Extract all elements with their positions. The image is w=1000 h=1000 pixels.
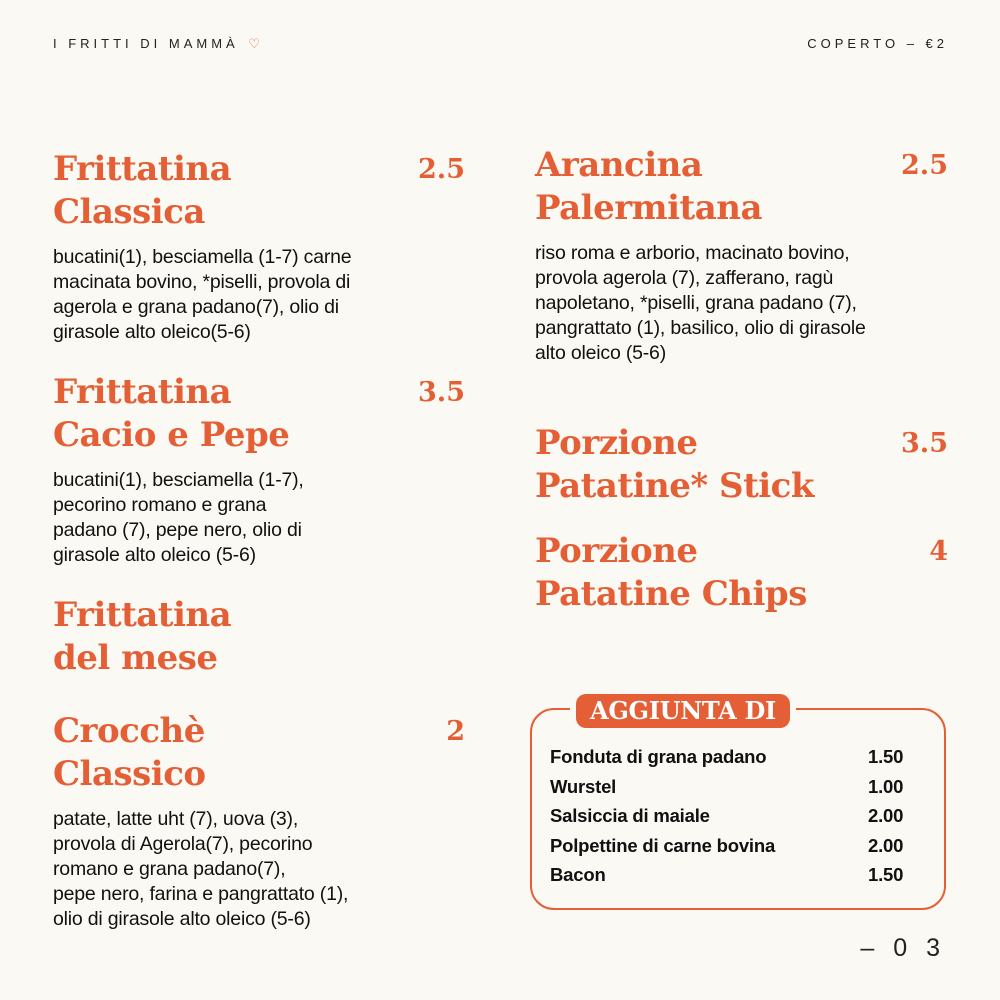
addon-name: Salsiccia di maiale: [550, 805, 710, 826]
item-price: 2.5: [901, 150, 948, 181]
heart-icon: ♡: [248, 36, 260, 51]
menu-column-right: [535, 144, 948, 616]
item-title: Frittatina Classica: [53, 149, 232, 232]
menu-column-left: [53, 148, 465, 932]
item-price: 2.5: [418, 154, 465, 185]
menu-item-patatine-chips: [535, 530, 948, 616]
item-title: Crocchè Classico: [53, 711, 206, 794]
item-price: 4: [929, 536, 948, 567]
item-title: Arancina Palermitana: [535, 145, 763, 228]
item-title: Frittatina Cacio e Pepe: [53, 372, 290, 455]
item-description: bucatini(1), besciamella (1-7) carne macinata bovino, *piselli, provola di agerola e grana padano(7), olio di girasole alto oleico(5-6): [53, 246, 352, 343]
addon-row: [550, 860, 912, 890]
top-bar: [53, 36, 948, 52]
addon-price: 2.00: [868, 805, 904, 826]
brand-name: [53, 36, 260, 52]
addons-list: [550, 742, 912, 890]
addon-row: [550, 742, 912, 772]
menu-item-frittatina-cacio-e-pepe: [53, 371, 465, 568]
addon-price: 1.50: [868, 746, 904, 767]
addon-row: [550, 772, 912, 802]
item-title: Frittatina del mese: [53, 595, 232, 678]
item-price: 2: [446, 716, 465, 747]
addon-row: [550, 801, 912, 831]
item-price: 3.5: [901, 428, 948, 459]
addon-row: [550, 831, 912, 861]
item-description: patate, latte uht (7), uova (3), provola di Agerola(7), pecorino romano e grana padano(7), pepe nero, farina e pangrattato (1), olio di girasole alto oleico (5-6): [53, 808, 349, 930]
addons-box: [530, 696, 946, 910]
addon-price: 1.50: [868, 864, 904, 885]
menu-item-frittatina-classica: [53, 148, 465, 345]
addon-name: Wurstel: [550, 775, 617, 797]
coperto-text: COPERTO – €2: [807, 36, 948, 51]
addon-name: Fonduta di grana padano: [550, 746, 767, 767]
page-number: – 0 3: [860, 934, 946, 962]
addon-name: Polpettine di carne bovina: [550, 834, 776, 856]
item-description: bucatini(1), besciamella (1-7), pecorino romano e grana padano (7), pepe nero, olio di girasole alto oleico (5-6): [53, 469, 304, 566]
addons-label: AGGIUNTA DI: [576, 694, 790, 728]
menu-item-arancina-palermitana: [535, 144, 948, 366]
addon-price: 2.00: [868, 834, 904, 856]
item-description: riso roma e arborio, macinato bovino, provola agerola (7), zafferano, ragù napoletano, *piselli, grana padano (7), pangrattato (1), basilico, olio di girasole alto oleico (5-6): [535, 242, 866, 364]
item-title: Porzione Patatine Chips: [535, 531, 807, 614]
menu-item-patatine-stick: [535, 422, 948, 508]
menu-item-frittatina-del-mese: [53, 594, 465, 680]
addon-price: 1.00: [868, 775, 904, 797]
brand-text: I FRITTI DI MAMMÀ: [53, 36, 239, 51]
addon-name: Bacon: [550, 864, 606, 885]
item-price: 3.5: [418, 377, 465, 408]
menu-item-crocche-classico: [53, 710, 465, 932]
item-title: Porzione Patatine* Stick: [535, 423, 814, 506]
